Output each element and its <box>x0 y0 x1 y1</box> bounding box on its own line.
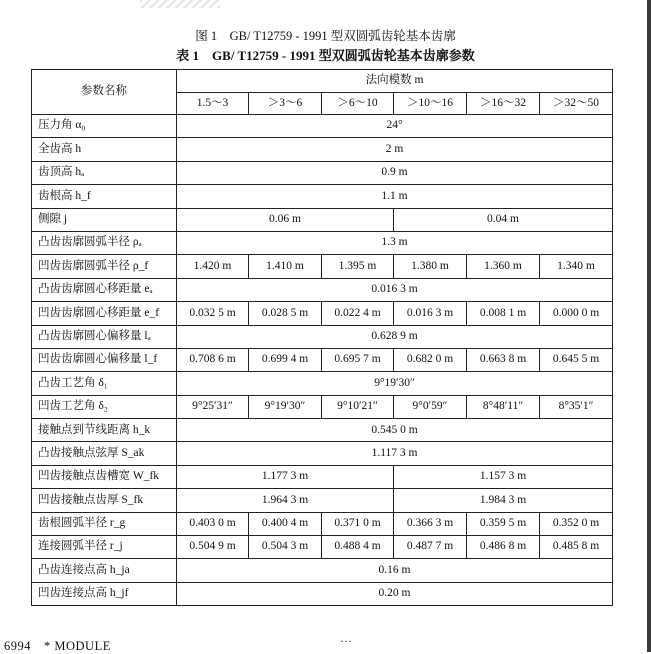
parameter-value: 1.157 3 m <box>394 465 613 488</box>
parameter-value: 0.545 0 m <box>177 419 613 442</box>
parameter-value: 1.395 m <box>322 255 394 278</box>
parameter-value: 0.504 9 m <box>177 536 249 559</box>
parameter-value: 0.04 m <box>394 208 613 231</box>
table-row <box>32 559 613 582</box>
table-row <box>32 512 613 535</box>
parameter-value: 9°25′31″ <box>177 395 249 418</box>
parameter-name: 齿根圆弧半径 r_g <box>32 512 177 535</box>
parameter-value: 0.016 3 m <box>177 278 613 301</box>
table-row <box>32 419 613 442</box>
table-row <box>32 489 613 512</box>
parameter-name: 齿根高 h_f <box>32 185 177 208</box>
parameter-name: 凸齿齿廓圆心偏移量 lₐ <box>32 325 177 348</box>
parameter-value: 0.032 5 m <box>177 302 249 325</box>
parameter-name: 凸齿连接点高 h_ja <box>32 559 177 582</box>
page-edge-bar <box>647 0 651 652</box>
table-row <box>32 208 613 231</box>
parameter-value: 0.016 3 m <box>394 302 467 325</box>
parameter-value: 1.340 m <box>540 255 613 278</box>
range-header: ＞32～50 <box>540 93 613 115</box>
table-row <box>32 442 613 465</box>
parameter-value: 0.16 m <box>177 559 613 582</box>
parameter-value: 0.371 0 m <box>322 512 394 535</box>
table-row <box>32 325 613 348</box>
parameter-value: 9°10′21″ <box>322 395 394 418</box>
parameter-value: 0.488 4 m <box>322 536 394 559</box>
parameter-value: 0.708 6 m <box>177 348 249 371</box>
parameter-name: 凹齿接触点齿厚 S_fk <box>32 489 177 512</box>
table-row <box>32 348 613 371</box>
table-row <box>32 302 613 325</box>
table-row <box>32 255 613 278</box>
parameter-value: 0.366 3 m <box>394 512 467 535</box>
parameter-name: 接触点到节线距离 h_k <box>32 419 177 442</box>
param-name-header: 参数名称 <box>32 70 177 115</box>
parameter-name: 全齿高 h <box>32 138 177 161</box>
parameter-value: 1.410 m <box>249 255 322 278</box>
parameter-name: 侧隙 j <box>32 208 177 231</box>
parameter-value: 0.000 0 m <box>540 302 613 325</box>
figure-caption: 图 1 GB/ T12759 - 1991 型双圆弧齿轮基本齿廓 <box>195 29 456 43</box>
parameter-name: 凸齿接触点弦厚 S_ak <box>32 442 177 465</box>
parameter-value: 0.682 0 m <box>394 348 467 371</box>
table-row <box>32 185 613 208</box>
parameter-value: 24° <box>177 115 613 138</box>
table-row <box>32 278 613 301</box>
table-row <box>32 161 613 184</box>
parameter-value: 9°19′30″ <box>249 395 322 418</box>
footer-dots: ··· <box>340 634 352 648</box>
parameter-value: 1.1 m <box>177 185 613 208</box>
parameter-name: 凸齿齿廓圆弧半径 ρₐ <box>32 231 177 254</box>
parameter-value: 9°0′59″ <box>394 395 467 418</box>
parameter-value: 1.420 m <box>177 255 249 278</box>
parameter-value: 1.964 3 m <box>177 489 394 512</box>
parameter-name: 凹齿接触点齿槽宽 W_fk <box>32 465 177 488</box>
parameter-name: 凹齿连接点高 h_jf <box>32 582 177 605</box>
parameter-value: 0.008 1 m <box>467 302 540 325</box>
table-row <box>32 582 613 605</box>
parameter-value: 1.177 3 m <box>177 465 394 488</box>
range-header: ＞3～6 <box>249 93 322 115</box>
cropped-header-fragment <box>140 0 220 8</box>
parameter-value: 1.380 m <box>394 255 467 278</box>
parameter-value: 0.359 5 m <box>467 512 540 535</box>
range-header: ＞6～10 <box>322 93 394 115</box>
parameter-value: 0.663 8 m <box>467 348 540 371</box>
parameter-name: 齿顶高 hₐ <box>32 161 177 184</box>
table-row <box>32 115 613 138</box>
module-group-header: 法向模数 m <box>177 70 613 93</box>
parameter-name: 连接圆弧半径 r_j <box>32 536 177 559</box>
parameter-name: 凹齿齿廓圆弧半径 ρ_f <box>32 255 177 278</box>
parameter-value: 0.504 3 m <box>249 536 322 559</box>
parameter-value: 0.487 7 m <box>394 536 467 559</box>
table-row <box>32 395 613 418</box>
parameter-value: 0.628 9 m <box>177 325 613 348</box>
parameter-value: 0.352 0 m <box>540 512 613 535</box>
parameter-value: 0.9 m <box>177 161 613 184</box>
table-row <box>32 536 613 559</box>
footer-text: 6994 * MODULE <box>4 639 111 653</box>
parameter-value: 0.028 5 m <box>249 302 322 325</box>
table-row <box>32 465 613 488</box>
parameter-name: 凸齿齿廓圆心移距量 eₐ <box>32 278 177 301</box>
range-header: 1.5～3 <box>177 93 249 115</box>
parameter-value: 1.3 m <box>177 231 613 254</box>
parameter-value: 0.486 8 m <box>467 536 540 559</box>
parameter-value: 0.403 0 m <box>177 512 249 535</box>
parameter-value: 0.20 m <box>177 582 613 605</box>
parameter-value: 0.699 4 m <box>249 348 322 371</box>
parameter-name: 凹齿齿廓圆心偏移量 l_f <box>32 348 177 371</box>
parameter-value: 0.645 5 m <box>540 348 613 371</box>
parameter-value: 8°35′1″ <box>540 395 613 418</box>
parameter-name: 凹齿齿廓圆心移距量 e_f <box>32 302 177 325</box>
parameter-name: 压力角 α₀ <box>32 115 177 138</box>
table-body <box>32 70 613 606</box>
range-header: ＞10～16 <box>394 93 467 115</box>
header-row-1 <box>32 70 613 93</box>
parameter-name: 凹齿工艺角 δ₂ <box>32 395 177 418</box>
parameter-value: 0.400 4 m <box>249 512 322 535</box>
parameter-name: 凸齿工艺角 δ₁ <box>32 372 177 395</box>
parameter-value: 0.06 m <box>177 208 394 231</box>
table-row <box>32 372 613 395</box>
parameter-value: 1.117 3 m <box>177 442 613 465</box>
range-header: ＞16～32 <box>467 93 540 115</box>
parameter-value: 0.695 7 m <box>322 348 394 371</box>
parameter-value: 2 m <box>177 138 613 161</box>
parameter-value: 1.360 m <box>467 255 540 278</box>
parameter-value: 0.022 4 m <box>322 302 394 325</box>
parameter-value: 8°48′11″ <box>467 395 540 418</box>
table-row <box>32 138 613 161</box>
parameter-table <box>31 69 613 606</box>
parameter-value: 1.984 3 m <box>394 489 613 512</box>
parameter-value: 0.485 8 m <box>540 536 613 559</box>
table-row <box>32 231 613 254</box>
table-title: 表 1 GB/ T12759 - 1991 型双圆弧齿轮基本齿廓参数 <box>176 48 475 63</box>
parameter-value: 9°19′30″ <box>177 372 613 395</box>
